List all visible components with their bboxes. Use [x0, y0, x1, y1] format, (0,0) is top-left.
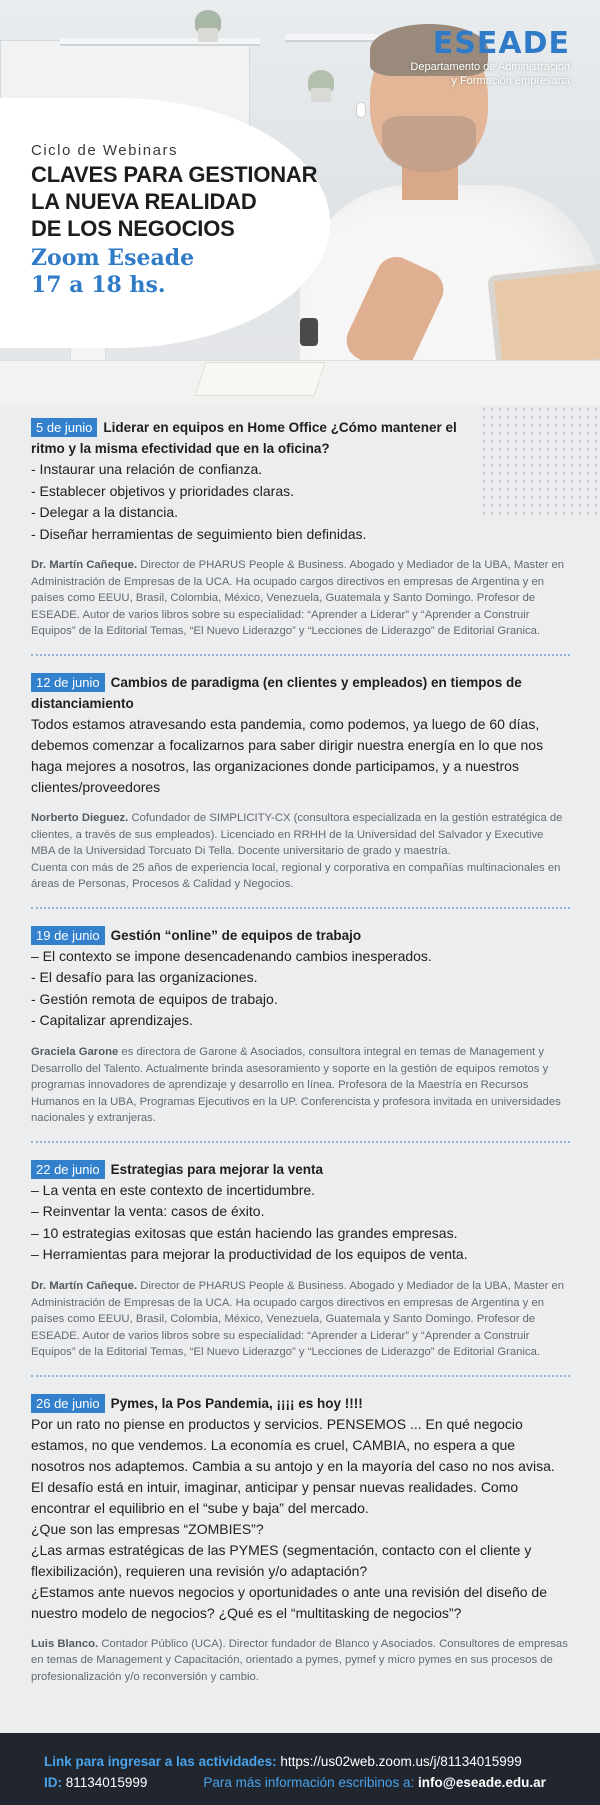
- list-item: – El contexto se impone desencadenando cambios inesperados.: [31, 947, 432, 964]
- speaker-name: Dr. Martín Cañeque.: [31, 1279, 138, 1292]
- session-title: Gestión “online” de equipos de trabajo: [110, 927, 362, 943]
- list-item: - Delegar a la distancia.: [31, 504, 179, 520]
- brand-block: [410, 28, 570, 88]
- speaker-bio: [31, 1044, 570, 1127]
- session-description: Todos estamos atravesando esta pandemia, como podemos, ya luego de 60 días, debemos comenzar a focalizarnos para saber dirigir nuestra energía en lo que nos haga mejores a nosotros, las organizaciones donde participamos, y a nuestros clientes/proveedores: [31, 715, 544, 795]
- speaker-name: Graciela Garone: [31, 1045, 119, 1058]
- page-title-line-1: CLAVES PARA GESTIONAR: [31, 162, 318, 187]
- speaker-name: Dr. Martín Cañeque.: [31, 559, 138, 571]
- list-item: - Capitalizar aprendizajes.: [31, 1012, 193, 1029]
- page-title-line-3: DE LOS NEGOCIOS: [31, 216, 235, 241]
- id-label: ID:: [44, 1775, 62, 1790]
- link-label: Link para ingresar a las actividades:: [44, 1754, 277, 1769]
- meeting-id: 81134015999: [65, 1775, 148, 1790]
- date-badge: 5 de junio: [31, 418, 97, 437]
- session-title: Cambios de paradigma (en clientes y empleados) en tiempos de distanciamiento: [31, 674, 522, 711]
- department-line-1: Departamento de Administración: [410, 61, 570, 73]
- info-label: Para más información escribinos a:: [203, 1775, 415, 1790]
- list-item: - Gestión remota de equipos de trabajo.: [31, 990, 278, 1007]
- session-title: Pymes, la Pos Pandemia, ¡¡¡¡ es hoy !!!!: [110, 1395, 363, 1411]
- list-item: - El desafío para las organizaciones.: [31, 969, 258, 986]
- schedule-label: 17 a 18 hs.: [31, 272, 166, 298]
- bio-text-2: Cuenta con más de 25 años de experiencia local, regional y corporativa en compañías multinacionales en áreas de Personas, Procesos & Calidad y Negocios.: [31, 861, 561, 891]
- bio-text: Cofundador de SIMPLICITY-CX (consultora especializada en la gestión estratégica de clientes, a través de sus empleados). Licenciado en RRHH de la Universidad del Salvador y Executive MBA de la Universidad Torcuato Di Tella. Docente universitario de grado y maestría.: [31, 811, 563, 858]
- subtitle: Ciclo de Webinars: [31, 142, 178, 159]
- date-badge: 26 de junio: [31, 1394, 105, 1413]
- session-question-2: ¿Las armas estratégicas de las PYMES (segmentación, contacto con el cliente y flexibilización), requieren una revisión y/o adaptación?: [31, 1541, 532, 1579]
- list-item: – Herramientas para mejorar la productividad de los equipos de venta.: [31, 1246, 468, 1263]
- list-item: - Diseñar herramientas de seguimiento bien definidas.: [31, 525, 367, 542]
- session-2: [31, 672, 570, 893]
- list-item: – 10 estrategias exitosas que están haciendo las grandes empresas.: [31, 1224, 458, 1241]
- speaker-bio: [31, 1278, 570, 1361]
- speaker-bio: [31, 557, 570, 640]
- bio-text: Director de PHARUS People & Business. Abogado y Mediador de la UBA, Master en Administración de Empresas de la UCA. Ha ocupado cargos directivos en empresas de Argentina y en países como EEUU, Brasil, Colombia, México, Venezuela, Guatemala y Santo Domingo. Profesor de ESEADE. Autor de varios libros sobre su especialidad: “Aprender a Liderar” y “Aprender a Construir Equipos” de la Editorial Temas, “El Nuevo Liderazgo” y “Lecciones de Liderazgo” de Editorial Granica.: [31, 1279, 565, 1359]
- session-title: Liderar en equipos en Home Office ¿Cómo mantener el ritmo y la misma efectividad que en la oficina?: [31, 420, 457, 456]
- footer: [0, 1733, 600, 1805]
- session-question-1: ¿Que son las empresas “ZOMBIES”?: [31, 1520, 264, 1537]
- zoom-link-row: [44, 1751, 600, 1772]
- platform-label: Zoom Eseade: [31, 245, 195, 271]
- bullet-list: [31, 1180, 570, 1266]
- info-row: [44, 1772, 600, 1793]
- session-4: [31, 1159, 570, 1361]
- plant-pot: [198, 28, 218, 42]
- dotted-divider: [31, 654, 570, 656]
- session-3: [31, 925, 570, 1127]
- session-1: [31, 417, 570, 640]
- tablet-icon: [487, 260, 600, 375]
- notebook-decor: [194, 362, 325, 396]
- date-badge: 12 de junio: [31, 673, 105, 692]
- bio-text: Contador Público (UCA). Director fundador de Blanco y Asociados. Consultores de empresas en temas de Management y Capacitación, orientado a pymes, pymef y micro pymes en sus procesos de profesionalización y/o reconversión y cambio.: [31, 1637, 568, 1684]
- speaker-bio: [31, 810, 570, 893]
- session-question-3: ¿Estamos ante nuevos negocios y oportunidades o ante una revisión del diseño de nuestro modelo de negocios? ¿Qué es el “multitasking de negocios”?: [31, 1583, 548, 1621]
- session-title: Estrategias para mejorar la venta: [110, 1161, 323, 1177]
- session-description: Por un rato no piense en productos y servicios. PENSEMOS ... En qué negocio estamos, no que vendemos. La economía es cruel, CAMBIA, no espera a que nosotros nos adaptemos. Cambia a su antojo y en la mayoría del caso no nos avisa. El desafío está en intuir, imaginar, anticipar y pensar nuevas realidades. Como encontrar el equilibrio en el “sube y baja” del mercado.: [31, 1415, 555, 1516]
- background-shelf: [60, 38, 260, 46]
- date-badge: 19 de junio: [31, 926, 105, 945]
- department-line-2: y Formación empresaria: [451, 75, 570, 87]
- session-5: [31, 1393, 570, 1686]
- earbud-icon: [356, 102, 366, 118]
- watch-icon: [300, 318, 318, 346]
- list-item: - Instaurar una relación de confianza.: [31, 461, 263, 477]
- dotted-divider: [31, 1375, 570, 1377]
- email-link[interactable]: info@eseade.edu.ar: [417, 1775, 546, 1790]
- bullet-list: [31, 946, 570, 1032]
- speaker-bio: [31, 1636, 570, 1686]
- list-item: - Establecer objetivos y prioridades claras.: [31, 482, 295, 499]
- page-title-line-2: LA NUEVA REALIDAD: [31, 189, 257, 214]
- speaker-name: Norberto Dieguez.: [31, 811, 129, 824]
- list-item: – Reinventar la venta: casos de éxito.: [31, 1203, 265, 1220]
- header-banner: [0, 0, 600, 405]
- speaker-name: Luis Blanco.: [31, 1637, 99, 1650]
- dotted-divider: [31, 907, 570, 909]
- eseade-logo: ESEADE: [432, 26, 570, 61]
- bio-text: Director de PHARUS People & Business. Abogado y Mediador de la UBA, Master en Administración de Empresas de la UCA. Ha ocupado cargos directivos en empresas de Argentina y en países como EEUU, Brasil, Colombia, México, Venezuela, Guatemala y Santo Domingo. Profesor de ESEADE. Autor de varios libros sobre su especialidad: “Aprender a Liderar” y “Aprender a Construir Equipos” de la Editorial Temas, “El Nuevo Liderazgo” y “Lecciones de Liderazgo” de Editorial Granica.: [31, 559, 565, 638]
- sessions-list: [0, 405, 600, 1733]
- title-block: [31, 142, 331, 299]
- bio-text: es directora de Garone & Asociados, consultora integral en temas de Management y Desarrollo del Talento. Actualmente brinda asesoramiento y soporte en la gestión de equipos remotos y programas innovadores de aprendizaje y desarrollo en línea. Profesora de la Maestría en Recursos Humanos en la UBA, Programas Ejecutivos en la UP. Conferencista y profesora invitada en universidades nacionales y extranjeras.: [31, 1045, 561, 1125]
- date-badge: 22 de junio: [31, 1160, 105, 1179]
- bullet-list: [31, 459, 570, 545]
- dotted-divider: [31, 1141, 570, 1143]
- zoom-link[interactable]: https://us02web.zoom.us/j/81134015999: [280, 1754, 522, 1769]
- list-item: – La venta en este contexto de incertidumbre.: [31, 1181, 316, 1198]
